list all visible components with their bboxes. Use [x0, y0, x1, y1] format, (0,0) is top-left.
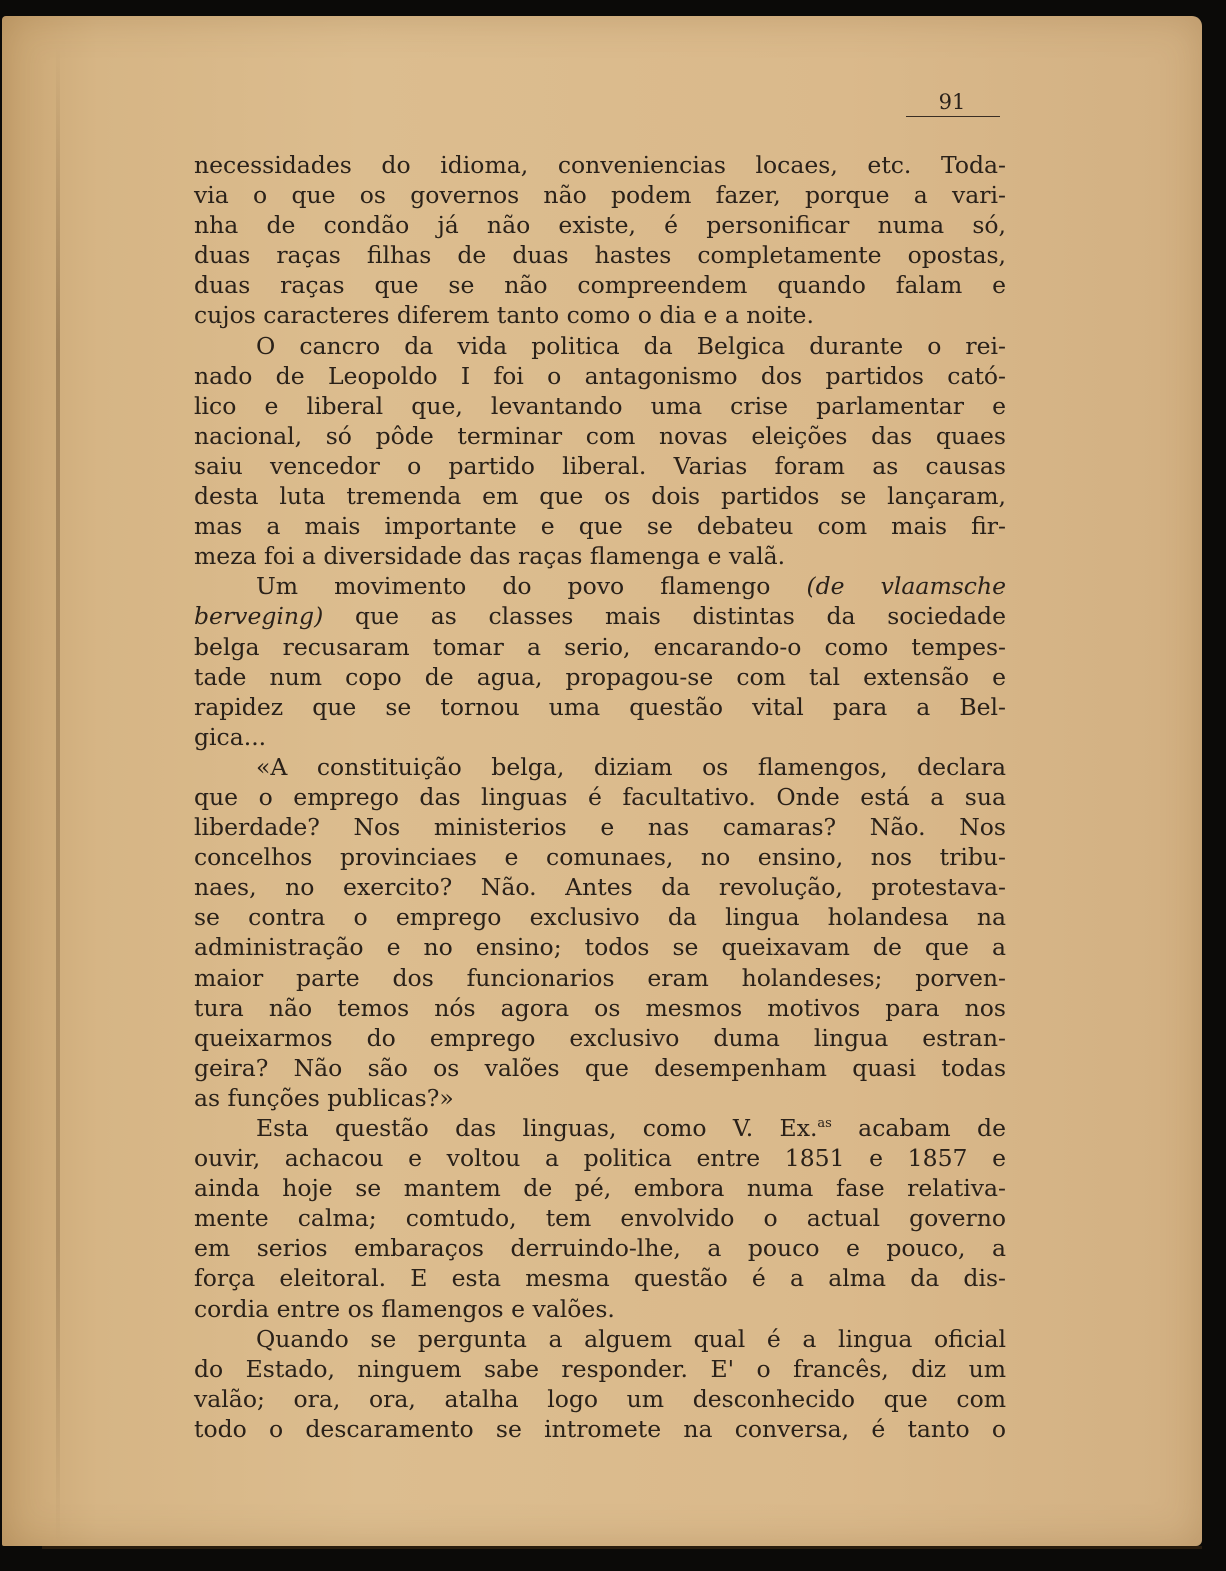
text-line	[194, 1083, 1006, 1113]
text-line	[194, 1384, 1006, 1414]
text-line	[194, 812, 1006, 842]
text-line	[194, 1324, 1006, 1354]
text-segment: cordia entre os flamengos e valões.	[194, 1294, 615, 1323]
text-line	[194, 872, 1006, 902]
text-segment: gica...	[194, 722, 267, 751]
text-line	[194, 180, 1006, 210]
text-segment: liberdade? Nos ministerios e nas camaras? Não. Nos	[194, 813, 1006, 842]
text-line	[194, 1263, 1006, 1293]
text-line	[194, 963, 1006, 993]
text-segment: «A constituição belga, diziam os flamengos, declara	[256, 752, 1006, 781]
text-line	[194, 993, 1006, 1023]
page-bottom-edge	[42, 1546, 1202, 1549]
text-line	[194, 632, 1006, 662]
text-line	[194, 1414, 1006, 1444]
text-segment: via o que os governos não podem fazer, porque a vari-	[194, 181, 1006, 210]
text-line	[194, 1233, 1006, 1263]
page-binding-edge	[56, 46, 60, 1546]
text-line	[194, 361, 1006, 391]
text-segment: geira? Não são os valões que desempenham quasi todas	[194, 1053, 1006, 1082]
text-segment: duas raças filhas de duas hastes completamente opostas,	[194, 241, 1006, 270]
text-line	[194, 421, 1006, 451]
text-line	[194, 210, 1006, 240]
text-line	[194, 1113, 1006, 1143]
text-line	[194, 300, 1006, 330]
text-segment: necessidades do idioma, conveniencias locaes, etc. Toda-	[194, 151, 1006, 179]
text-segment: nha de condão já não existe, é personificar numa só,	[194, 211, 1006, 240]
text-segment: saiu vencedor o partido liberal. Varias foram as causas	[194, 451, 1006, 480]
text-segment: todo o descaramento se intromete na conversa, é tanto o	[194, 1414, 1006, 1443]
text-segment: do Estado, ninguem sabe responder. E' o francês, diz um	[194, 1354, 1006, 1383]
text-segment: que as classes mais distintas da sociedade	[323, 602, 1006, 631]
text-segment: naes, no exercito? Não. Antes da revolução, protestava-	[194, 873, 1006, 902]
text-segment: se contra o emprego exclusivo da lingua holandesa na	[194, 903, 1006, 932]
text-line	[194, 571, 1006, 601]
text-line	[194, 481, 1006, 511]
text-line	[194, 511, 1006, 541]
text-line	[194, 902, 1006, 932]
text-segment: tade num copo de agua, propagou-se com tal extensão e	[194, 662, 1006, 691]
text-segment: nacional, só pôde terminar com novas eleições das quaes	[194, 421, 1006, 450]
text-line	[194, 1053, 1006, 1083]
text-line	[194, 1173, 1006, 1203]
text-segment: tura não temos nós agora os mesmos motivos para nos	[194, 993, 1006, 1022]
text-segment: ainda hoje se mantem de pé, embora numa fase relativa-	[194, 1174, 1006, 1203]
text-line	[194, 240, 1006, 270]
text-line	[194, 331, 1006, 361]
italic-text: (de vlaamsche	[806, 572, 1006, 601]
text-line	[194, 391, 1006, 421]
text-line	[194, 150, 1006, 180]
text-line	[194, 1023, 1006, 1053]
text-segment: lico e liberal que, levantando uma crise parlamentar e	[194, 391, 1006, 420]
text-segment: administração e no ensino; todos se queixavam de que a	[194, 933, 1006, 962]
book-page	[2, 16, 1202, 1546]
italic-text: berveging)	[194, 602, 324, 631]
text-line	[194, 270, 1006, 300]
text-segment: O cancro da vida politica da Belgica durante o rei-	[256, 331, 1006, 360]
text-segment: desta luta tremenda em que os dois partidos se lançaram,	[194, 482, 1006, 511]
superscript-text: as	[817, 1116, 832, 1132]
text-segment: em serios embaraços derruindo-lhe, a pouco e pouco, a	[194, 1234, 1006, 1263]
text-segment: Esta questão das linguas, como V. Ex.	[256, 1114, 818, 1142]
text-segment: valão; ora, ora, atalha logo um desconhecido que com	[194, 1384, 1006, 1413]
text-segment: acabam de	[831, 1114, 1006, 1142]
text-line	[194, 722, 1006, 752]
text-line	[194, 932, 1006, 962]
text-line	[194, 662, 1006, 692]
text-line	[194, 451, 1006, 481]
text-line	[194, 692, 1006, 722]
text-segment: mente calma; comtudo, tem envolvido o actual governo	[194, 1204, 1006, 1233]
text-line	[194, 1203, 1006, 1233]
text-segment: concelhos provinciaes e comunaes, no ensino, nos tribu-	[194, 843, 1006, 872]
text-segment: nado de Leopoldo I foi o antagonismo dos partidos cató-	[194, 361, 1006, 390]
text-segment: ouvir, achacou e voltou a politica entre 1851 e 1857 e	[194, 1144, 1006, 1173]
text-segment: belga recusaram tomar a serio, encarando-o como tempes-	[194, 632, 1006, 661]
page-number: 91	[938, 90, 966, 114]
text-line	[194, 601, 1006, 631]
text-segment: força eleitoral. E esta mesma questão é a alma da dis-	[194, 1264, 1006, 1293]
text-segment: duas raças que se não compreendem quando falam e	[194, 271, 1006, 300]
text-line	[194, 541, 1006, 571]
text-segment: as funções publicas?»	[194, 1083, 454, 1112]
text-segment: que o emprego das linguas é facultativo. Onde está a sua	[194, 782, 1006, 811]
text-segment: Quando se pergunta a alguem qual é a lingua oficial	[256, 1324, 1006, 1353]
text-line	[194, 1294, 1006, 1324]
text-segment: cujos caracteres diferem tanto como o dia e a noite.	[194, 301, 814, 330]
text-segment: rapidez que se tornou uma questão vital para a Bel-	[194, 692, 1006, 721]
text-segment: maior parte dos funcionarios eram holandeses; porven-	[194, 963, 1006, 992]
text-segment: mas a mais importante e que se debateu com mais fir-	[194, 512, 1006, 541]
text-line	[194, 1143, 1006, 1173]
text-line	[194, 752, 1006, 782]
text-segment: meza foi a diversidade das raças flamenga e valã.	[194, 542, 786, 571]
text-line	[194, 842, 1006, 872]
text-segment: queixarmos do emprego exclusivo duma lingua estran-	[194, 1023, 1006, 1052]
text-line	[194, 782, 1006, 812]
text-segment: Um movimento do povo flamengo	[256, 572, 807, 601]
header-rule	[906, 116, 1000, 117]
body-text	[194, 150, 1006, 1444]
text-line	[194, 1354, 1006, 1384]
